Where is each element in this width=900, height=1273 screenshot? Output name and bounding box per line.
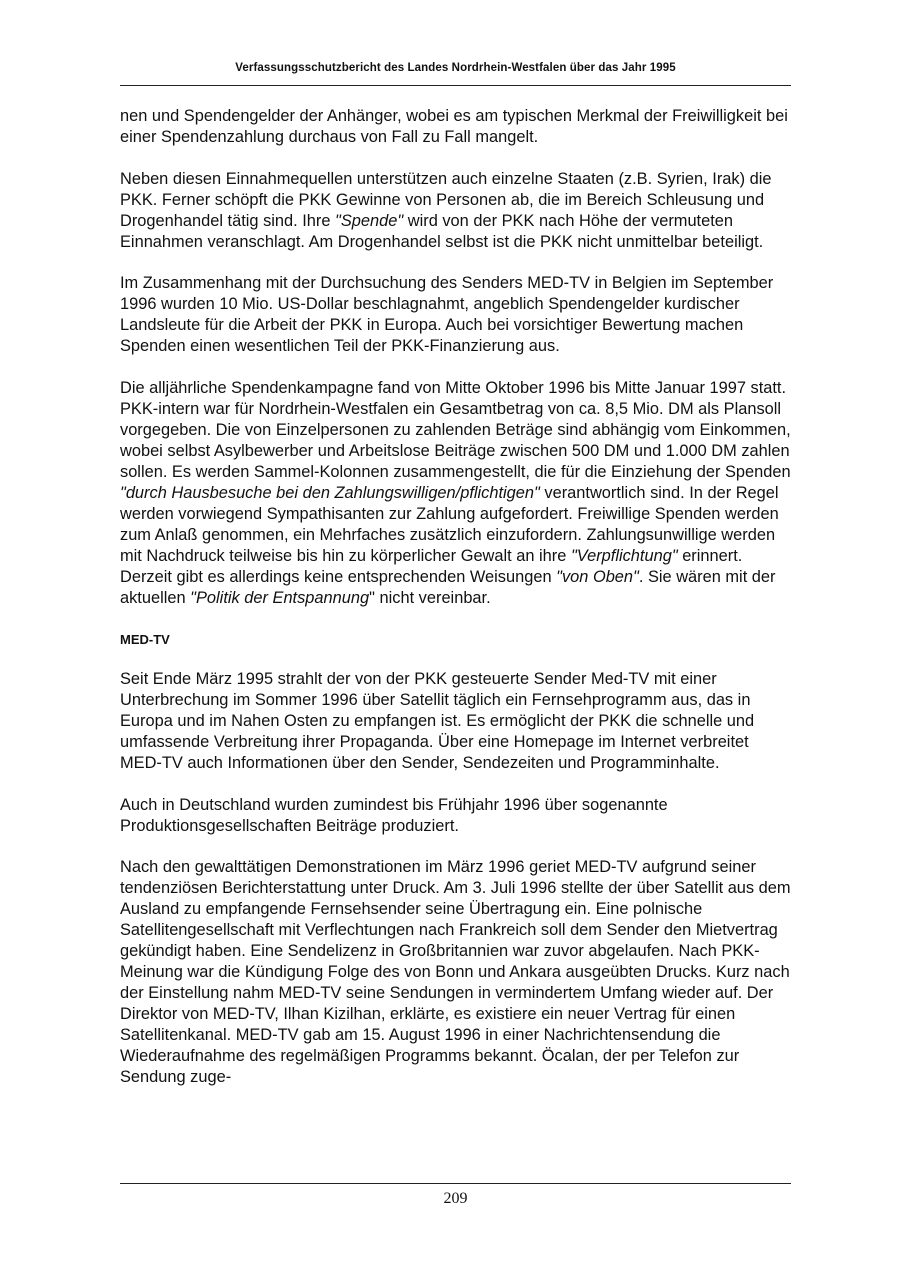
paragraph-7: Nach den gewalttätigen Demonstrationen im März 1996 geriet MED-TV aufgrund seiner tendenziösen Berichterstattung unter Druck. Am 3. Juli 1996 stellte der über Satellit aus dem Ausland zu empfangende Fernsehsender seine Übertragung ein. Eine polnische Satellitengesellschaft mit Verflechtungen nach Frankreich soll dem Sender den Mietvertrag gekündigt haben. Eine Sendelizenz in Großbritannien war zuvor abgelaufen. Nach PKK-Meinung war die Kündigung Folge des von Bonn und Ankara ausgeübten Drucks. Kurz nach der Einstellung nahm MED-TV seine Sendungen in vermindertem Umfang wieder auf. Der Direktor von MED-TV, Ilhan Kizilhan, erklärte, es existiere ein neuer Vertrag für einen Satellitenkanal. MED-TV gab am 15. August 1996 in einer Nachrichtensendung die Wiederaufnahme des regelmäßigen Programms bekannt. Öcalan, der per Telefon zur Sendung zuge- [120,858,791,1086]
paragraph-4-emphasis-1: "durch Hausbesuche bei den Zahlungswilligen/pflichtigen" [120,483,540,502]
paragraph-4-emphasis-2: "Verpflichtung" [570,546,678,565]
paragraph-3: Im Zusammenhang mit der Durchsuchung des Senders MED-TV in Belgien im September 1996 wurden 10 Mio. US-Dollar beschlagnahmt, angeblich Spendengelder kurdischer Landsleute für die Arbeit der PKK in Europa. Auch bei vorsichtiger Bewertung machen Spenden einen wesentlichen Teil der PKK-Finanzierung aus. [120,274,774,355]
paragraph-4-text-e: " nicht vereinbar. [369,588,491,607]
paragraph-6: Auch in Deutschland wurden zumindest bis Frühjahr 1996 über sogenannte Produktionsgesellschaften Beiträge produziert. [120,795,668,835]
paragraph-4-text-a: Die alljährliche Spendenkampagne fand von Mitte Oktober 1996 bis Mitte Januar 1997 statt. PKK-intern war für Nordrhein-Westfalen ein Gesamtbetrag von ca. 8,5 Mio. DM als Plansoll vorgegeben. Die von Einzelpersonen zu zahlenden Beträge sind abhängig vom Einkommen, wobei selbst Asylbewerber und Arbeitslose Beiträge zwischen 500 DM und 1.000 DM zahlen sollen. Es werden Sammel-Kolonnen zusammengestellt, die für die Einziehung der Spenden [120,378,791,481]
paragraph-5: Seit Ende März 1995 strahlt der von der PKK gesteuerte Sender Med-TV mit einer Unterbrechung im Sommer 1996 über Satellit täglich ein Fernsehprogramm aus, das in Europa und im Nahen Osten zu empfangen ist. Es ermöglicht der PKK die schnelle und umfassende Verbreitung ihrer Propaganda. Über eine Homepage im Internet verbreitet MED-TV auch Informationen über den Sender, Sendezeiten und Programminhalte. [120,670,755,772]
footer-rule [120,1183,791,1184]
paragraph-2-text-b: wird von der PKK nach Höhe der vermuteten Einnahmen veranschlagt. Am Drogenhandel selbst ist die PKK nicht unmittelbar beteiligt. [120,211,764,251]
page-body [120,106,791,1109]
paragraph-4-emphasis-3: "von Oben" [556,567,639,586]
paragraph-4-emphasis-4: "Politik der Entspannung [190,588,370,607]
paragraph-4-text-d: . Sie wären mit der aktuellen [120,567,776,607]
paragraph-2-emphasis: "Spende" [335,211,404,230]
page-number: 209 [443,1190,468,1207]
paragraph-2-text-a: Neben diesen Einnahmequellen unterstützen auch einzelne Staaten (z.B. Syrien, Irak) die PKK. Ferner schöpft die PKK Gewinne von Personen ab, die im Bereich Schleusung und Drogenhandel tätig sind. Ihre [120,169,772,230]
paragraph-4-text-c: erinnert. Derzeit gibt es allerdings keine entsprechenden Weisungen [120,546,743,586]
paragraph-1: nen und Spendengelder der Anhänger, wobei es am typischen Merkmal der Freiwilligkeit bei einer Spendenzahlung durchaus von Fall zu Fall mangelt. [120,107,788,146]
section-heading-med-tv: MED-TV [120,632,170,647]
paragraph-2 [120,169,791,253]
paragraph-4 [120,378,791,609]
paragraph-4-text-b: verantwortlich sind. In der Regel werden vorwiegend Sympathisanten zur Zahlung aufgefordert. Freiwillige Spenden werden zum Anlaß genommen, ein Mehrfaches zusätzlich einzufordern. Zahlungsunwillige werden mit Nachdruck teilweise bis hin zu körperlicher Gewalt an ihre [120,483,779,565]
header-rule [120,85,791,86]
running-header: Verfassungsschutzbericht des Landes Nordrhein-Westfalen über das Jahr 1995 [235,62,676,74]
